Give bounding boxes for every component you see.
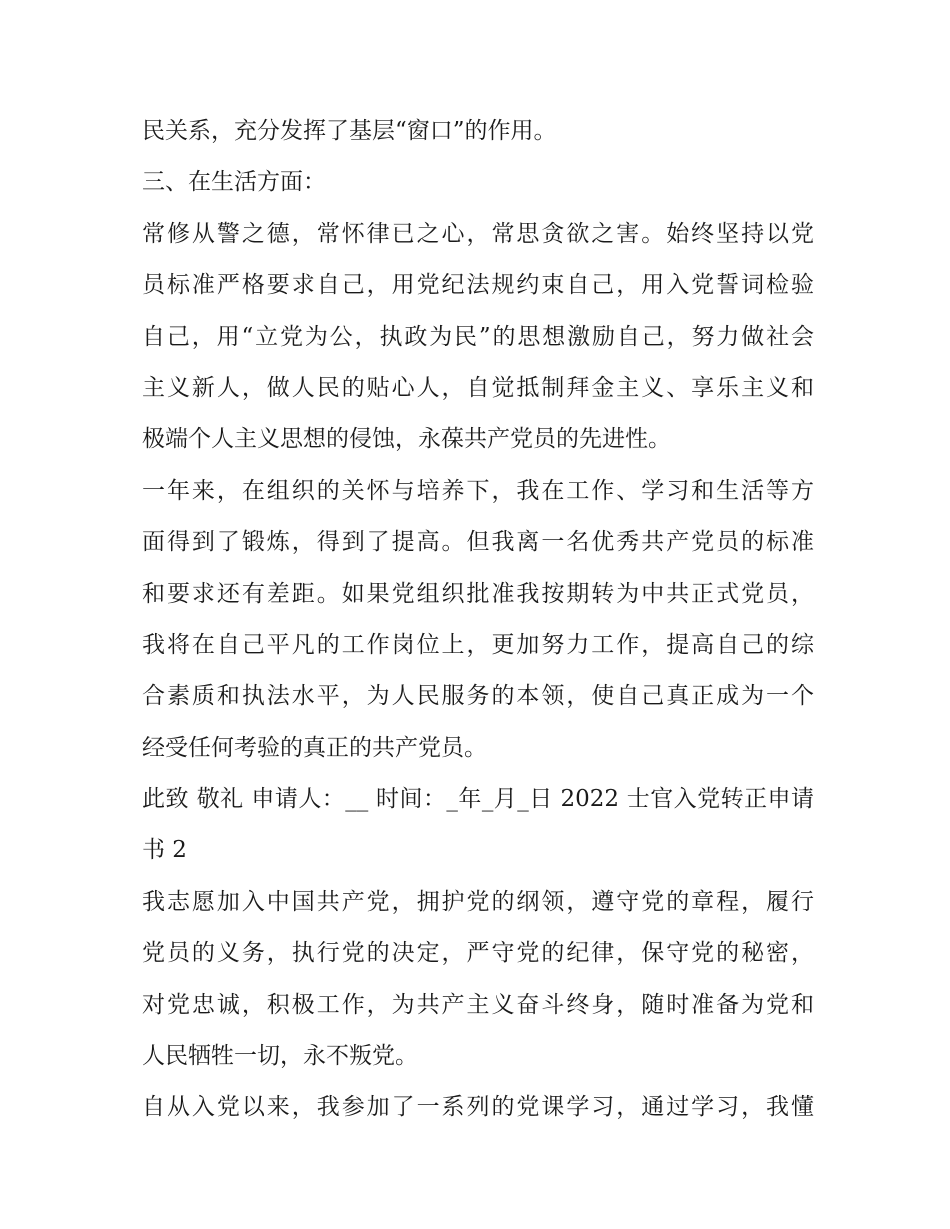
text-line: 自己，用“立党为公，执政为民”的思想激励自己，努力做社会 bbox=[142, 323, 814, 350]
text-line: 员标准严格要求自己，用党纪法规约束自己，用入党誓词检验 bbox=[142, 272, 814, 299]
text-line: 面得到了锻炼，得到了提高。但我离一名优秀共产党员的标准 bbox=[142, 529, 814, 556]
text-line: 极端个人主义思想的侵蚀，永葆共产党员的先进性。 bbox=[142, 426, 671, 453]
text-line: 我将在自己平凡的工作岗位上，更加努力工作，提高自己的综 bbox=[142, 631, 814, 658]
text-line: 自从入党以来，我参加了一系列的党课学习，通过学习，我懂 bbox=[142, 1094, 814, 1121]
closing-line: 此致 敬礼 申请人：__ 时间：_年_月_日 2022 士官入党转正申请 bbox=[142, 786, 814, 813]
document-title-continuation: 书 2 bbox=[142, 837, 187, 864]
document-body bbox=[142, 106, 814, 1134]
text-line: 一年来，在组织的关怀与培养下，我在工作、学习和生活等方 bbox=[142, 477, 814, 504]
text-line: 和要求还有差距。如果党组织批准我按期转为中共正式党员， bbox=[142, 580, 814, 607]
text-line: 我志愿加入中国共产党，拥护党的纲领，遵守党的章程，履行 bbox=[142, 888, 814, 915]
text-line: 党员的义务，执行党的决定，严守党的纪律，保守党的秘密， bbox=[142, 940, 814, 967]
text-line: 常修从警之德，常怀律已之心，常思贪欲之害。始终坚持以党 bbox=[142, 220, 814, 247]
text-line: 民关系，充分发挥了基层“窗口”的作用。 bbox=[142, 118, 557, 144]
text-line: 人民牺牲一切，永不叛党。 bbox=[142, 1043, 418, 1070]
text-line: 合素质和执法水平，为人民服务的本领，使自己真正成为一个 bbox=[142, 683, 814, 710]
section-heading: 三、在生活方面： bbox=[142, 169, 326, 196]
text-line: 主义新人，做人民的贴心人，自觉抵制拜金主义、享乐主义和 bbox=[142, 374, 814, 401]
text-line: 对党忠诚，积极工作，为共产主义奋斗终身，随时准备为党和 bbox=[142, 991, 814, 1018]
text-line: 经受任何考验的真正的共产党员。 bbox=[142, 734, 487, 761]
